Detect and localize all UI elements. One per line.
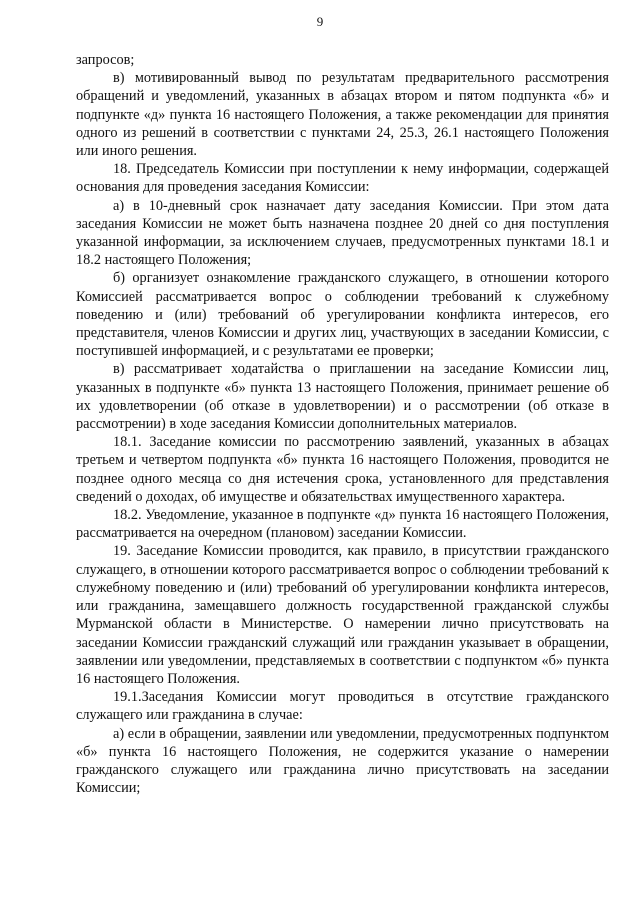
- paragraph-18-1: 18.1. Заседание комиссии по рассмотрению заявлений, указанных в абзацах третьем и четвертом подпункта «б» пункта 16 настоящего Положения, проводится не позднее одного месяца со дня истечения срока, установленного для представления сведений о доходах, об имуществе и обязательствах имущественного характера.: [76, 434, 609, 505]
- paragraph-18-b: б) организует ознакомление гражданского служащего, в отношении которого Комиссией рассматривается вопрос о соблюдении требований к служебному поведению и (или) требований об урегулировании конфликта интересов, его представителя, членов Комиссии и других лиц, участвующих в заседании Комиссии, с поступившей информацией, и с результатами ее проверки;: [76, 270, 609, 360]
- paragraph-18-a: а) в 10-дневный срок назначает дату заседания Комиссии. При этом дата заседания Комиссии не может быть назначена позднее 20 дней со дня поступления указанной информации, за исключением случаев, предусмотренных пунктами 18.1 и 18.2 настоящего Положения;: [76, 197, 609, 269]
- paragraph-18-v: в) рассматривает ходатайства о приглашении на заседание Комиссии лиц, указанных в подпункте «б» пункта 13 настоящего Положения, принимает решение об их удовлетворении (об отказе в удовлетворении) и о рассмотрении (об отказе в рассмотрении) в ходе заседания Комиссии дополнительных материалов.: [76, 361, 609, 433]
- paragraph-19-1-a: а) если в обращении, заявлении или уведомлении, предусмотренных подпунктом «б» пункта 16 настоящего Положения, не содержится указание о намерении гражданского служащего или гражданина лично присутствовать на заседании Комиссии;: [76, 725, 609, 797]
- page-number: 9: [316, 14, 324, 29]
- paragraph-18-2: 18.2. Уведомление, указанное в подпункте «д» пункта 16 настоящего Положения, рассматривается на очередном (плановом) заседании Комиссии.: [76, 507, 609, 542]
- paragraph-18: 18. Председатель Комиссии при поступлении к нему информации, содержащей основания для проведения заседания Комиссии:: [76, 161, 609, 196]
- paragraph-item-v: в) мотивированный вывод по результатам предварительного рассмотрения обращений и уведомлений, указанных в абзацах втором и пятом подпункта «б» и подпункте «д» пункта 16 настоящего Положения, а также рекомендации для принятия одного из решений в соответствии с пунктами 24, 25.3, 26.1 настоящего Положения или иного решения.: [76, 70, 609, 160]
- paragraph-19: 19. Заседание Комиссии проводится, как правило, в присутствии гражданского служащего, в отношении которого рассматривается вопрос о соблюдении требований к служебному поведению и (или) требований об урегулировании конфликта интересов, или гражданина, замещавшего должность государственной гражданской службы Мурманской области в Министерстве. О намерении лично присутствовать на заседании Комиссии гражданский служащий или гражданин указывает в обращении, заявлении или уведомлении, представляемых в соответствии с подпунктом «б» пункта 16 настоящего Положения.: [76, 543, 609, 687]
- document-body: [76, 51, 609, 797]
- paragraph-continuation: запросов;: [76, 52, 135, 68]
- paragraph-19-1: 19.1.Заседания Комиссии могут проводиться в отсутствие гражданского служащего или гражданина в случае:: [76, 689, 609, 724]
